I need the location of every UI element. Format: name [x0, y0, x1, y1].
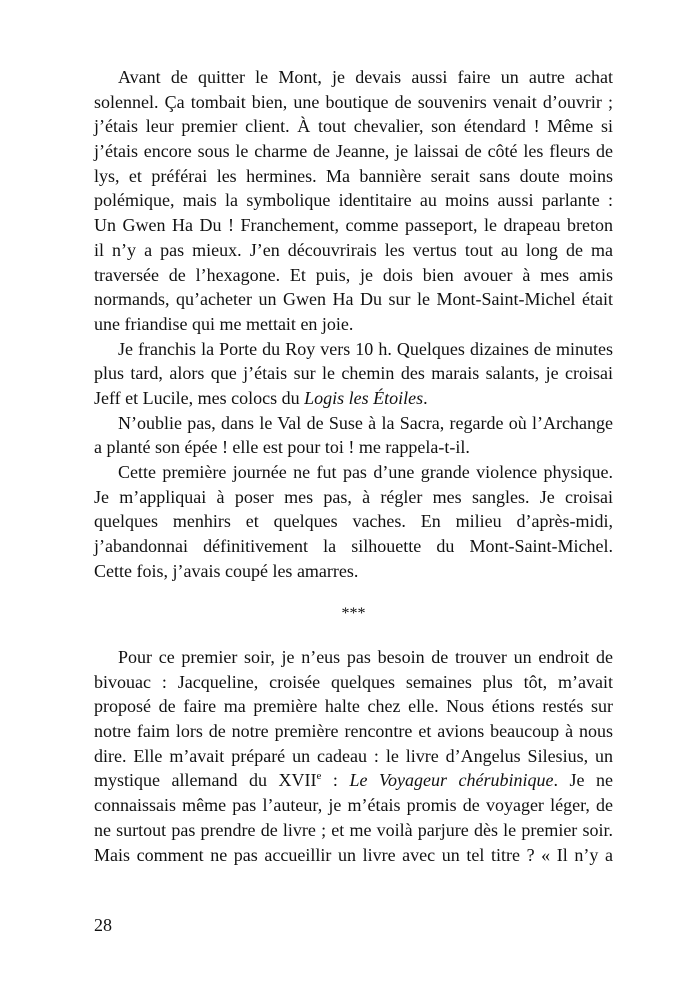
- text-run: Mais comment ne pas accueillir un livre avec un tel titre ? « Il n’y a: [94, 844, 613, 865]
- superscript: e: [316, 770, 322, 783]
- text-line: [94, 337, 613, 362]
- text-run: Un Gwen Ha Du ! Franchement, comme passeport, le drapeau breton: [94, 215, 613, 236]
- text-line: [94, 65, 613, 90]
- text-line: [94, 559, 613, 584]
- text-run: j’abandonnai définitivement la silhouette du Mont-Saint-Michel.: [94, 536, 613, 557]
- text-run: traversée de l’hexagone. Et puis, je dois bien avouer à mes amis: [94, 264, 613, 285]
- text-line: [94, 843, 613, 868]
- text-section-2: [94, 645, 613, 867]
- text-run: . Je ne: [553, 770, 613, 791]
- text-run: connaissais même pas l’auteur, je m’étais promis de voyager léger, de: [94, 795, 613, 816]
- text-run: .: [423, 387, 428, 408]
- text-line: [94, 361, 613, 386]
- italic-title: Logis les Étoiles: [304, 387, 424, 408]
- text-run: bivouac : Jacqueline, croisée quelques semaines plus tôt, m’avait: [94, 671, 613, 692]
- text-line: [94, 793, 613, 818]
- text-line: [94, 768, 613, 793]
- text-section-1: [94, 65, 613, 583]
- text-line: [94, 411, 613, 436]
- text-run: Je franchis la Porte du Roy vers 10 h. Quelques dizaines de minutes: [118, 338, 613, 359]
- paragraph: [94, 65, 613, 337]
- paragraph: [94, 411, 613, 460]
- text-run: Je m’appliquai à poser mes pas, à régler mes sangles. Je croisai: [94, 486, 613, 507]
- text-line: [94, 312, 613, 337]
- text-line: [94, 90, 613, 115]
- text-run: solennel. Ça tombait bien, une boutique de souvenirs venait d’ouvrir ;: [94, 91, 613, 112]
- text-run: j’étais encore sous le charme de Jeanne, je laissai de côté les fleurs de: [94, 141, 613, 162]
- paragraph: [94, 645, 613, 867]
- text-line: [94, 694, 613, 719]
- text-run: Cette fois, j’avais coupé les amarres.: [94, 560, 359, 581]
- text-run: il n’y a pas mieux. J’en découvrirais les vertus tout au long de ma: [94, 239, 613, 260]
- text-run: j’étais leur premier client. À tout chevalier, son étendard ! Même si: [94, 116, 613, 137]
- text-line: [94, 744, 613, 769]
- text-line: [94, 139, 613, 164]
- text-run: lys, et préférai les hermines. Ma bannière serait sans doute moins: [94, 165, 613, 186]
- text-line: [94, 238, 613, 263]
- text-run: ne surtout pas prendre de livre ; et me voilà parjure dès le premier soir.: [94, 819, 613, 840]
- text-run: a planté son épée ! elle est pour toi ! me rappela-t-il.: [94, 437, 470, 458]
- text-line: [94, 670, 613, 695]
- text-run: normands, qu’acheter un Gwen Ha Du sur le Mont-Saint-Michel était: [94, 289, 613, 310]
- text-run: Pour ce premier soir, je n’eus pas besoin de trouver un endroit de: [118, 647, 613, 667]
- text-line: [94, 386, 613, 411]
- text-run: N’oublie pas, dans le Val de Suse à la Sacra, regarde où l’Archange: [118, 412, 613, 433]
- text-run: dire. Elle m’avait préparé un cadeau : le livre d’Angelus Silesius, un: [94, 745, 613, 766]
- text-line: [94, 164, 613, 189]
- text-line: [94, 287, 613, 312]
- paragraph: [94, 460, 613, 583]
- page-number: 28: [94, 915, 112, 935]
- text-line: [94, 534, 613, 559]
- text-run: une friandise qui me mettait en joie.: [94, 313, 354, 334]
- text-line: [94, 263, 613, 288]
- text-run: quelques menhirs et quelques vaches. En milieu d’après-midi,: [94, 511, 613, 532]
- text-run: Cette première journée ne fut pas d’une grande violence physique.: [118, 462, 613, 482]
- text-line: [94, 435, 613, 460]
- text-line: [94, 509, 613, 534]
- section-separator: ***: [341, 605, 366, 622]
- text-run: plus tard, alors que j’étais sur le chemin des marais salants, je croisai: [94, 363, 613, 384]
- text-line: [94, 645, 613, 670]
- text-line: [94, 818, 613, 843]
- text-run: proposé de faire ma première halte chez elle. Nous étions restés sur: [94, 696, 613, 717]
- text-run: Avant de quitter le Mont, je devais aussi faire un autre achat: [118, 67, 613, 87]
- text-run: :: [321, 770, 350, 791]
- text-run: mystique allemand du XVII: [94, 770, 317, 791]
- text-line: [94, 485, 613, 510]
- text-run: polémique, mais la symbolique identitaire au moins aussi parlante :: [94, 190, 613, 211]
- paragraph: [94, 337, 613, 411]
- italic-title: Le Voyageur chérubinique: [349, 770, 554, 791]
- text-line: [94, 460, 613, 485]
- text-line: [94, 188, 613, 213]
- text-line: [94, 719, 613, 744]
- text-run: notre faim lors de notre première rencontre et avions beaucoup à nous: [94, 721, 613, 742]
- text-run: Jeff et Lucile, mes colocs du: [94, 387, 305, 408]
- text-line: [94, 114, 613, 139]
- text-line: [94, 213, 613, 238]
